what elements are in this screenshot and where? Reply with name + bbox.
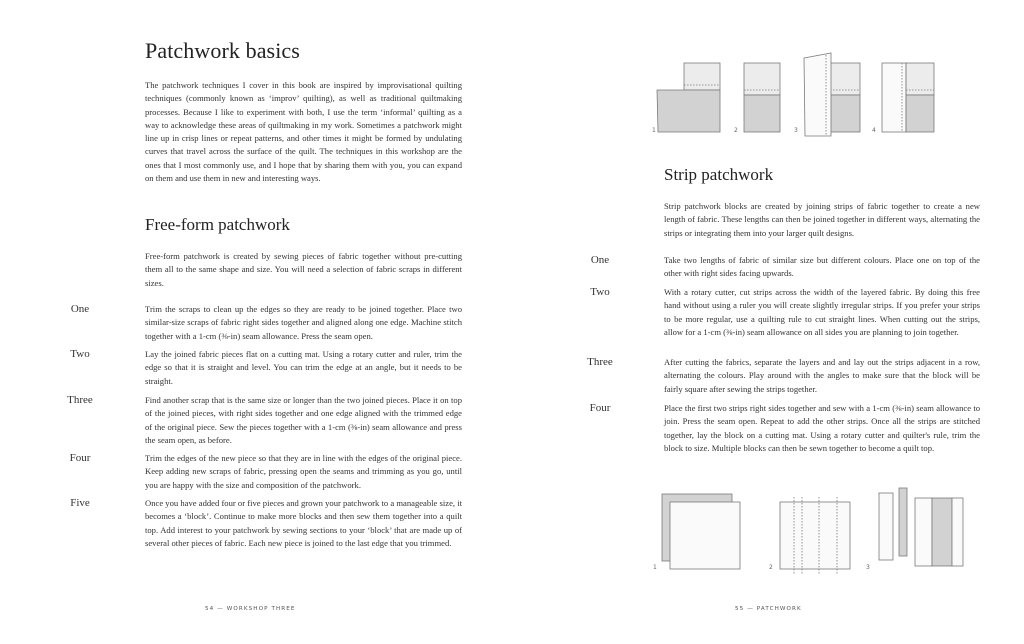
strip-diagram-top <box>652 45 992 145</box>
free-form-intro: Free-form patchwork is created by sewing pieces of fabric together without pre-cutting them all to the same shape and size. You will need a selection of fabric scraps in different sizes. <box>145 251 462 288</box>
figure-number-3: 3 <box>866 564 870 571</box>
page-footer-right: 55 — PATCHWORK <box>735 606 802 612</box>
strip-step-label-one: One <box>590 254 610 266</box>
strip-step-text-four: Place the first two strips right sides together and sew with a 1-cm (⅜-in) seam allowance to join. Press the seam open. Repeat to add the other strips. Once all the strips are stitched together, lay the block on a cutting mat. Using a rotary cutter and quilter's rule, trim the block to size. Multiple blocks can then be sewn together to become a quilt top. <box>664 403 980 453</box>
figure-number-3: 3 <box>794 127 798 134</box>
section-title-strip: Strip patchwork <box>664 165 774 184</box>
step-label-three: Three <box>67 394 93 406</box>
figure-number-4: 4 <box>872 127 876 134</box>
step-label-one: One <box>70 303 90 315</box>
strip-step-label-three: Three <box>587 356 613 368</box>
step-label-five: Five <box>70 497 90 509</box>
figure-number-2: 2 <box>734 127 738 134</box>
step-text-two: Lay the joined fabric pieces flat on a cutting mat. Using a rotary cutter and ruler, trim the edge so that it is straight and level. You can trim the edge at an angle, but it needs to be straight. <box>145 349 462 386</box>
strip-intro: Strip patchwork blocks are created by joining strips of fabric together to create a new length of fabric. These lengths can then be joined together in different ways, alternating the strips or integrating them into your larger quilt designs. <box>664 201 980 238</box>
right-page <box>512 0 1024 644</box>
strip-step-label-two: Two <box>590 286 610 298</box>
strip-diagram-bottom <box>650 485 970 580</box>
step-text-five: Once you have added four or five pieces and grown your patchwork to a manageable size, it becomes a ‘block’. Continue to make more blocks and then sew them together into a quilt top. Add interest to your patchwork by sewing sections to your ‘block’ that are made up of several other pieces of fabric. Each new piece is joined to the last edge that you trimmed. <box>145 498 462 548</box>
strip-step-label-four: Four <box>589 402 611 414</box>
step-label-four: Four <box>69 452 91 464</box>
figure-number-1: 1 <box>652 127 656 134</box>
intro-paragraph: The patchwork techniques I cover in this book are inspired by improvisational quilting techniques (commonly known as ‘improv’ quilting), as well as traditional quiltmaking processes. Because I like to experiment with both, I use the term ‘informal’ quilting as a way to acknowledge these areas of quiltmaking in my work. Sometimes a patchwork might line up in crisp lines or repeat patterns, and other times it might be formed by undulating curves that travel across the surface of the quilt. The techniques in this workshop are the ones that I most commonly use, and I hope that by sharing them with you, you can expand on them and use them in new and interesting ways. <box>145 80 462 184</box>
page-title: Patchwork basics <box>145 38 300 63</box>
section-title-free-form: Free-form patchwork <box>145 215 290 234</box>
step-text-three: Find another scrap that is the same size or longer than the two joined pieces. Place it on top of the joined pieces, with right sides together and one edge aligned with the trimmed edge of the original piece. Sew the pieces together with a 1-cm (⅜-in) seam allowance and press the seam open, as before. <box>145 395 462 445</box>
strip-step-text-three: After cutting the fabrics, separate the layers and and lay out the strips adjacent in a row, alternating the colours. Play around with the angles to make sure that the block will be fairly square after sewing the strips together. <box>664 357 980 394</box>
page-footer-left: 54 — WORKSHOP THREE <box>205 606 296 612</box>
figure-number-1: 1 <box>653 564 657 571</box>
step-text-one: Trim the scraps to clean up the edges so they are ready to be joined together. Place two similar-size scraps of fabric right sides together and aligned along one edge. Machine stitch together with a 1-cm (⅜-in) seam allowance. Press the seam open. <box>145 304 462 341</box>
figure-number-2: 2 <box>769 564 773 571</box>
step-label-two: Two <box>70 348 90 360</box>
strip-step-text-one: Take two lengths of fabric of similar size but different colours. Place one on top of the other with right sides facing upwards. <box>664 255 980 279</box>
strip-step-text-two: With a rotary cutter, cut strips across the width of the layered fabric. By doing this free hand without using a ruler you will create slightly irregular strips. If you prefer your strips to be more regular, use a quilting rule to cut straight lines. When cutting out the strips, allow for a 1-cm (⅜-in) seam allowance on all sides you are planning to join together. <box>664 287 980 337</box>
step-text-four: Trim the edges of the new piece so that they are in line with the edges of the original piece. Keep adding new scraps of fabric, pressing open the seams and trimming as you go, until you are happy with the size and composition of the patchwork. <box>145 453 462 490</box>
